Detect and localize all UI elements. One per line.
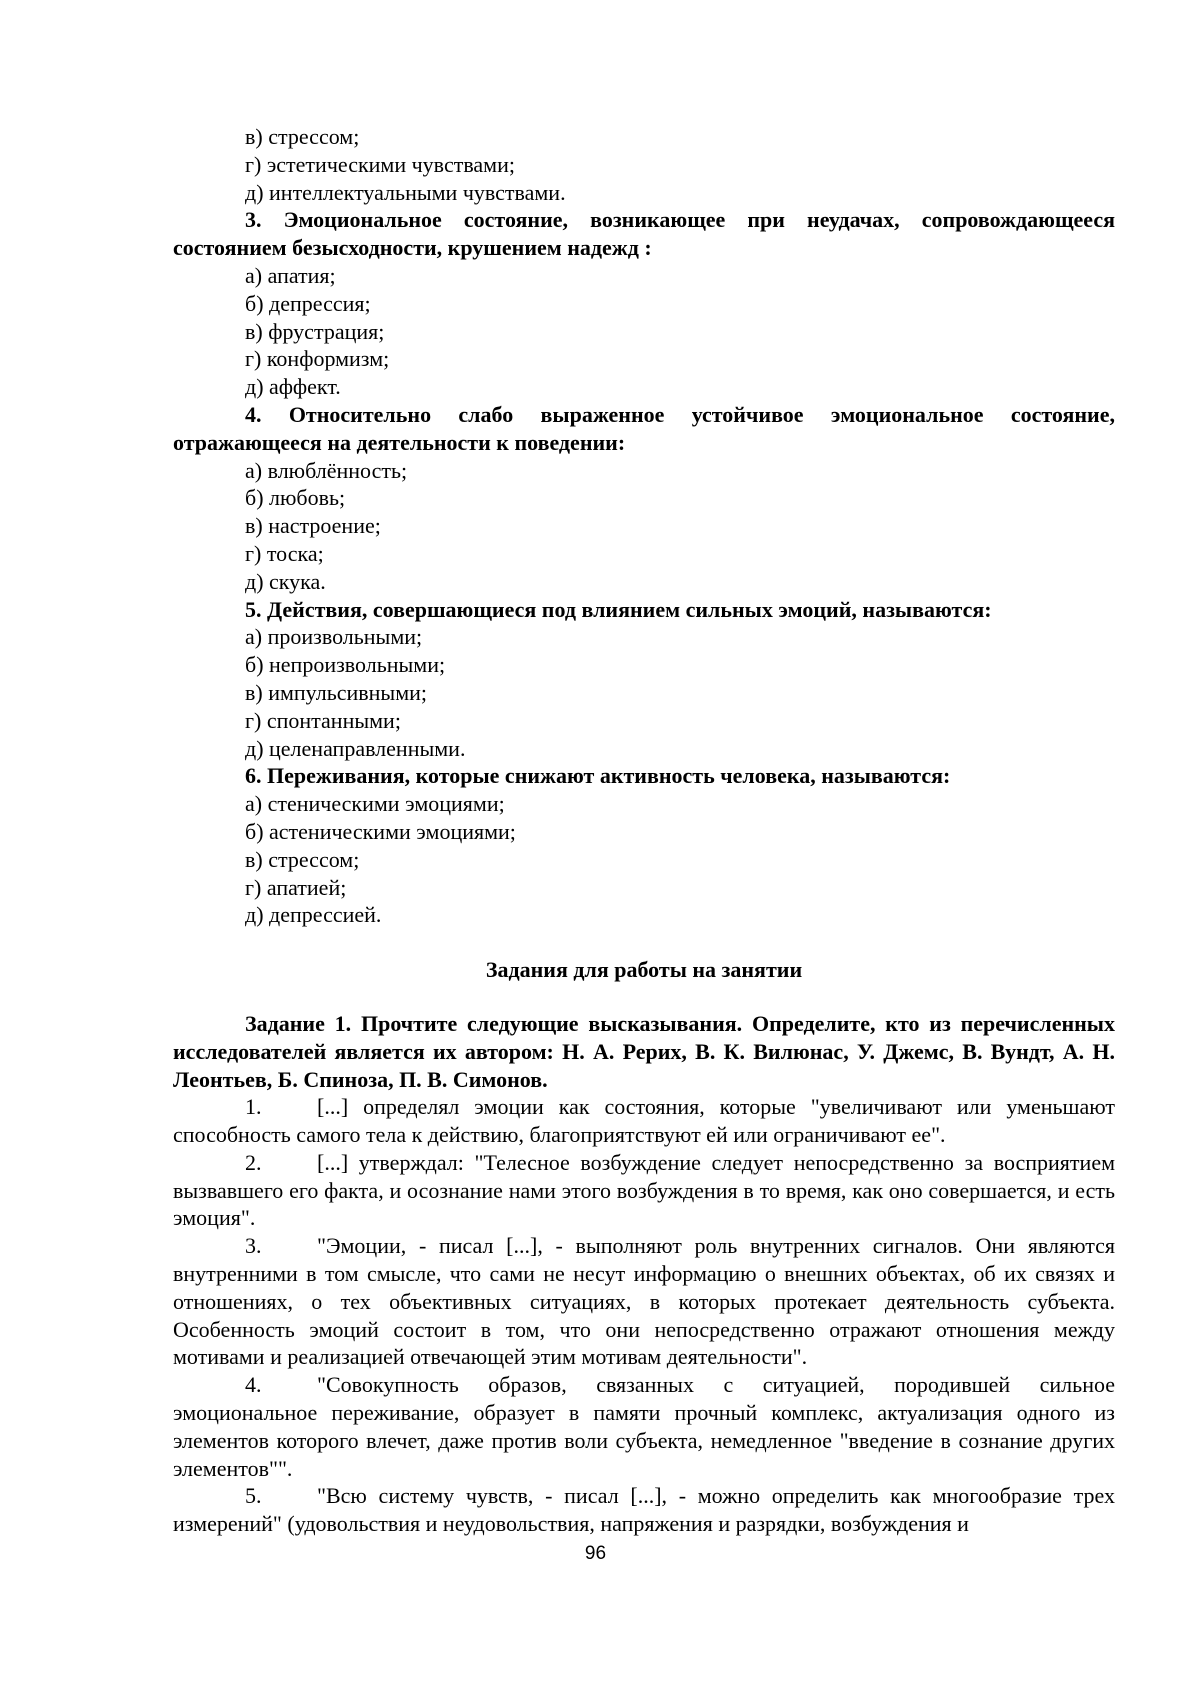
item-number: 1. [245,1094,262,1120]
option: б) непроизвольными; [245,652,446,678]
item-text: "Совокупность образов, связанных с ситуацией, породившей сильное эмоциональное переживание, образует в памяти прочный комплекс, актуализация одного из элементов которого влечет, даже против воли субъекта, немедленное "введение в сознание других элементов"". [173,1372,1115,1481]
option: в) фрустрация; [245,318,385,344]
option: д) целенаправленными. [245,735,466,761]
option: а) стеническими эмоциями; [245,791,505,817]
option: г) апатией; [245,874,347,900]
task-1: Задание 1. Прочтите следующие высказывания. Определите, кто из перечисленных исследователей является их автором: Н. А. Рерих, В. К. Вилюнас, У. Джемс, В. Вундт, А. Н. Леонтьев, Б. Спиноза, П. В. Симонов. [173,1010,1115,1092]
item-number: 3. [245,1233,262,1259]
option: а) апатия; [245,262,336,288]
option: в) стрессом; [245,124,360,149]
option: а) влюблённость; [245,457,408,483]
list-item-4 [173,1371,1115,1482]
list-item-1 [173,1093,1115,1149]
option: д) аффект. [245,374,341,400]
question-4: 4. Относительно слабо выраженное устойчивое эмоциональное состояние, отражающееся на деятельности к поведении: [173,401,1115,455]
list-item-2 [173,1149,1115,1232]
item-number: 2. [245,1149,262,1175]
option: в) стрессом; [245,846,360,872]
item-text: "Всю систему чувств, - писал [...], - можно определить как многообразие трех измерений" (удовольствия и неудовольствия, напряжения и разрядки, возбуждения и [173,1483,1115,1537]
option: в) импульсивными; [245,679,428,705]
question-6: 6. Переживания, которые снижают активность человека, называются: [245,763,951,789]
section-heading: Задания для работы на занятии [485,957,803,983]
option: г) спонтанными; [245,707,401,733]
question-3: 3. Эмоциональное состояние, возникающее при неудачах, сопровождающееся состоянием безысходности, крушением надежд : [173,207,1115,261]
item-number: 4. [245,1372,262,1398]
page-content [173,123,1115,1538]
item-text: [...] утверждал: "Телесное возбуждение следует непосредственно за восприятием вызвавшего его факта, и осознание нами этого возбуждения в то время, как оно совершается, и есть эмоция". [173,1149,1115,1231]
option: г) эстетическими чувствами; [245,151,515,177]
option: д) интеллектуальными чувствами. [245,179,566,205]
list-item-3 [173,1232,1115,1371]
option: в) настроение; [245,513,381,539]
option: б) астеническими эмоциями; [245,818,516,844]
option: г) конформизм; [245,346,390,372]
item-text: "Эмоции, - писал [...], - выполняют роль внутренних сигналов. Они являются внутренними в том смысле, что сами не несут информацию о внешних объектах, об их связях и отношениях, о тех объективных ситуациях, в которых протекает деятельность субъекта. Особенность эмоций состоит в том, что они непосредственно отражают отношения между мотивами и реализацией отвечающей этим мотивам деятельности". [173,1233,1115,1370]
option: г) тоска; [245,540,324,566]
options-block-0 [173,123,1115,206]
question-5: 5. Действия, совершающиеся под влиянием сильных эмоций, называются: [245,596,992,622]
option: д) депрессией. [245,902,382,928]
option: б) любовь; [245,485,346,511]
page-number: 96 [584,1543,607,1564]
option: а) произвольными; [245,624,423,650]
item-text: [...] определял эмоции как состояния, которые "увеличивают или уменьшают способность самого тела к действию, благоприятствуют ей или ограничивают ее". [173,1094,1115,1148]
item-number: 5. [245,1483,262,1509]
option: д) скука. [245,568,326,594]
list-item-5 [173,1482,1115,1538]
option: б) депрессия; [245,290,371,316]
